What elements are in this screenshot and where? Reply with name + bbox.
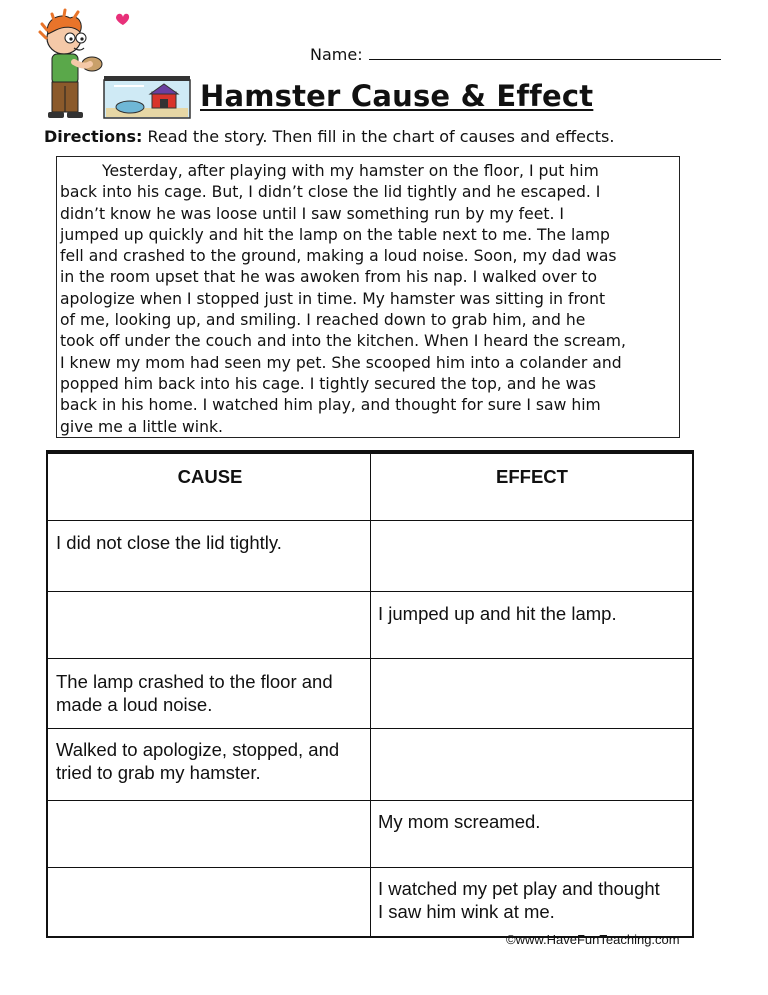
cell-line: I watched my pet play and thought (378, 878, 660, 899)
copyright-footer: ©www.HaveFunTeaching.com (506, 932, 680, 947)
story-line: didn’t know he was loose until I saw something run by my feet. I (60, 204, 564, 223)
directions (44, 127, 614, 146)
cell-line: I jumped up and hit the lamp. (378, 603, 617, 624)
heart-icon (116, 14, 129, 25)
story-line: apologize when I stopped just in time. My hamster was sitting in front (60, 289, 606, 308)
story-line: Yesterday, after playing with my hamster on the floor, I put him (102, 162, 599, 180)
name-blank-line[interactable] (369, 44, 721, 60)
row-divider (48, 658, 692, 659)
column-divider (370, 454, 371, 936)
story-box (56, 156, 680, 438)
cell-line: My mom screamed. (378, 811, 541, 832)
story-line: in the room upset that he was awoken from his nap. I walked over to (60, 268, 598, 287)
effect-header: EFFECT (496, 466, 568, 487)
cell-line: The lamp crashed to the floor and (56, 671, 333, 692)
row-divider (48, 867, 692, 868)
cell-line: Walked to apologize, stopped, and (56, 739, 340, 760)
cell-line: tried to grab my hamster. (56, 762, 261, 783)
story-line: of me, looking up, and smiling. I reached down to grab him, and he (60, 311, 586, 330)
directions-text: Read the story. Then fill in the chart of causes and effects. (147, 127, 615, 146)
effect-cell[interactable] (378, 602, 688, 625)
story-line: popped him back into his cage. I tightly secured the top, and he was (60, 374, 597, 393)
row-divider (48, 728, 692, 729)
directions-label: Directions: (44, 127, 143, 146)
name-label: Name: (310, 45, 363, 64)
boy-with-hamster-clipart (34, 8, 194, 124)
name-field[interactable] (310, 44, 721, 64)
story-line: give me a little wink. (60, 417, 223, 436)
story-line: took off under the couch and into the kitchen. When I heard the scream, (60, 332, 626, 351)
cause-cell[interactable] (56, 738, 366, 784)
cause-cell[interactable] (56, 670, 366, 716)
cause-effect-chart (46, 450, 694, 938)
story-line: back into his cage. But, I didn’t close the lid tightly and he escaped. I (60, 183, 601, 202)
row-divider (48, 800, 692, 801)
story-line: I knew my mom had seen my pet. She scooped him into a colander and (60, 353, 622, 372)
row-divider (48, 520, 692, 521)
cell-line: I did not close the lid tightly. (56, 532, 282, 553)
effect-cell[interactable] (378, 877, 688, 923)
story-line: jumped up quickly and hit the lamp on the table next to me. The lamp (60, 225, 610, 244)
cell-line: made a loud noise. (56, 694, 213, 715)
effect-cell[interactable] (378, 810, 688, 833)
cause-cell[interactable] (56, 531, 366, 554)
hamster-cage-icon (104, 76, 190, 118)
cell-line: I saw him wink at me. (378, 901, 555, 922)
page-title: Hamster Cause & Effect (200, 79, 594, 113)
story-line: fell and crashed to the ground, making a loud noise. Soon, my dad was (60, 247, 617, 266)
cause-header: CAUSE (177, 466, 243, 487)
row-divider (48, 591, 692, 592)
story-line: back in his home. I watched him play, and thought for sure I saw him (60, 396, 601, 415)
